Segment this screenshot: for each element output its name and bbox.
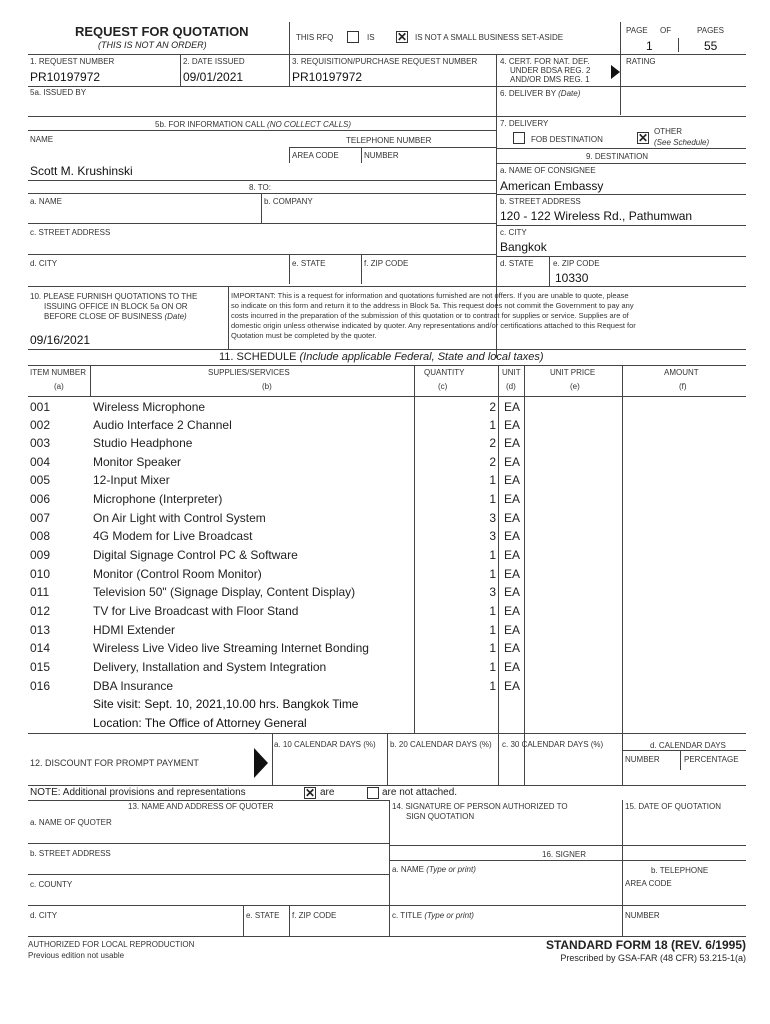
quoter-state-label: e. STATE (246, 911, 280, 920)
see-schedule-label: (See Schedule) (654, 138, 710, 147)
site-visit-note: Site visit: Sept. 10, 2021,10.00 hrs. Bangkok Time (93, 697, 359, 711)
form-title: REQUEST FOR QUOTATION (75, 24, 249, 39)
table-row[interactable]: 001 Wireless Microphone 2 EA (30, 400, 521, 414)
quotation-due-date[interactable]: 09/16/2021 (30, 333, 91, 347)
signer-title-label: c. TITLE (Type or print) (392, 911, 474, 920)
small-business-label: IS NOT A SMALL BUSINESS SET-ASIDE (415, 33, 564, 42)
calendar-days-label: d. CALENDAR DAYS (650, 741, 726, 750)
form-number: STANDARD FORM 18 (REV. 6/1995) (545, 938, 746, 952)
signer-telephone-label: b. TELEPHONE (651, 866, 709, 875)
signature-label-2: SIGN QUOTATION (406, 812, 475, 821)
dest-city-field[interactable]: Bangkok (500, 240, 547, 254)
destination-label: 9. DESTINATION (586, 152, 649, 161)
quotation-date-label: 15. DATE OF QUOTATION (625, 802, 722, 811)
requisition-number-field[interactable]: PR10197972 (292, 70, 363, 84)
table-row[interactable]: 003 Studio Headphone 2 EA (30, 436, 521, 450)
to-zip-label: f. ZIP CODE (364, 259, 409, 268)
signature-label-1: 14. SIGNATURE OF PERSON AUTHORIZED TO (392, 802, 568, 811)
discount-label: 12. DISCOUNT FOR PROMPT PAYMENT (30, 758, 199, 768)
table-row[interactable]: 016 DBA Insurance 1 EA (30, 679, 521, 693)
to-state-label: e. STATE (292, 259, 326, 268)
pages-label: PAGES (697, 26, 724, 35)
fob-destination-label: FOB DESTINATION (531, 135, 603, 144)
cert-label-2: UNDER BDSA REG. 2 (510, 66, 591, 75)
consignee-label: a. NAME OF CONSIGNEE (500, 166, 596, 175)
table-row[interactable]: 008 4G Modem for Live Broadcast 3 EA (30, 529, 521, 543)
quoter-city-label: d. CITY (30, 911, 58, 920)
is-label: IS (367, 33, 375, 42)
telephone-label: TELEPHONE NUMBER (346, 136, 432, 145)
provisions-are-label: are (320, 787, 335, 798)
table-row[interactable]: 004 Monitor Speaker 2 EA (30, 455, 521, 469)
info-call-label: 5b. FOR INFORMATION CALL (NO COLLECT CALLS) (155, 120, 352, 129)
discount-percentage-label: PERCENTAGE (684, 755, 739, 764)
furnish-label-2: ISSUING OFFICE IN BLOCK 5a ON OR (44, 302, 188, 311)
form-prescribed-by: Prescribed by GSA-FAR (48 CFR) 53.215-1(a) (560, 953, 746, 963)
signer-number-label: NUMBER (625, 911, 660, 920)
fob-destination-checkbox[interactable] (513, 132, 525, 144)
total-pages[interactable]: 55 (704, 39, 718, 53)
table-row[interactable]: 010 Monitor (Control Room Monitor) 1 EA (30, 567, 521, 581)
location-note: Location: The Office of Attorney General (93, 716, 307, 730)
other-label: OTHER (654, 127, 682, 136)
quoter-zip-label: f. ZIP CODE (292, 911, 337, 920)
signer-label: 16. SIGNER (542, 850, 587, 859)
consignee-field[interactable]: American Embassy (500, 179, 604, 193)
requisition-number-label: 3. REQUISITION/PURCHASE REQUEST NUMBER (292, 57, 478, 66)
to-name-label: a. NAME (30, 197, 63, 206)
area-code-label: AREA CODE (292, 151, 339, 160)
arrow-right-icon (254, 748, 268, 778)
to-city-label: d. CITY (30, 259, 58, 268)
request-number-field[interactable]: PR10197972 (30, 70, 101, 84)
dest-state-label: d. STATE (500, 259, 534, 268)
cert-label-3: AND/OR DMS REG. 1 (510, 75, 590, 84)
quoter-address-label: 13. NAME AND ADDRESS OF QUOTER (128, 802, 274, 811)
table-row[interactable]: 005 12-Input Mixer 1 EA (30, 473, 521, 487)
table-row[interactable]: 006 Microphone (Interpreter) 1 EA (30, 492, 521, 506)
is-not-checkbox[interactable]: ✕ (397, 30, 408, 44)
signer-name-label: a. NAME (Type or print) (392, 865, 476, 874)
request-number-label: 1. REQUEST NUMBER (30, 57, 115, 66)
dest-street-field[interactable]: 120 - 122 Wireless Rd., Pathumwan (500, 209, 693, 223)
dest-street-label: b. STREET ADDRESS (500, 197, 581, 206)
table-row[interactable]: 007 On Air Light with Control System 3 EA (30, 511, 521, 525)
page-number[interactable]: 1 (646, 39, 653, 53)
schedule-title: 11. SCHEDULE (Include applicable Federal, State and local taxes) (219, 351, 544, 363)
provisions-are-not-label: are not attached. (382, 787, 458, 798)
furnish-label-3: BEFORE CLOSE OF BUSINESS (Date) (44, 312, 187, 321)
table-row[interactable]: 013 HDMI Extender 1 EA (30, 623, 521, 637)
footer-reproduction: AUTHORIZED FOR LOCAL REPRODUCTION (28, 940, 195, 949)
quoter-street-label: b. STREET ADDRESS (30, 849, 111, 858)
discount-20-label: b. 20 CALENDAR DAYS (%) (390, 740, 492, 749)
discount-number-label: NUMBER (625, 755, 660, 764)
table-row[interactable]: 015 Delivery, Installation and System Integration 1 EA (30, 660, 521, 674)
deliver-by-label: 6. DELIVER BY (Date) (500, 89, 581, 98)
other-checkbox[interactable]: ✕ (638, 131, 649, 145)
number-label: NUMBER (364, 151, 399, 160)
quoter-name-label: a. NAME OF QUOTER (30, 818, 112, 827)
of-label: OF (660, 26, 672, 35)
quoter-county-label: c. COUNTY (30, 880, 73, 889)
issued-by-label: 5a. ISSUED BY (30, 88, 87, 97)
cert-label-1: 4. CERT. FOR NAT. DEF. (500, 57, 590, 66)
discount-10-label: a. 10 CALENDAR DAYS (%) (274, 740, 376, 749)
table-row[interactable]: 014 Wireless Live Video live Streaming Internet Bonding 1 EA (30, 641, 521, 655)
page-label: PAGE (626, 26, 648, 35)
name-label: NAME (30, 135, 54, 144)
signer-area-code-label: AREA CODE (625, 879, 672, 888)
dest-city-label: c. CITY (500, 228, 527, 237)
this-rfq-label: THIS RFQ (296, 33, 334, 42)
to-street-label: c. STREET ADDRESS (30, 228, 111, 237)
date-issued-label: 2. DATE ISSUED (183, 57, 245, 66)
furnish-label-1: 10. PLEASE FURNISH QUOTATIONS TO THE (30, 292, 198, 301)
form-subtitle: (THIS IS NOT AN ORDER) (98, 40, 207, 50)
dest-zip-label: e. ZIP CODE (553, 259, 600, 268)
delivery-label: 7. DELIVERY (500, 119, 549, 128)
provisions-are-not-checkbox[interactable] (367, 787, 379, 799)
table-row[interactable]: 011 Television 50" (Signage Display, Content Display) 3 EA (30, 585, 521, 599)
table-row[interactable]: 012 TV for Live Broadcast with Floor Stand 1 EA (30, 604, 521, 618)
dest-zip-field[interactable]: 10330 (555, 271, 589, 285)
table-row[interactable]: 002 Audio Interface 2 Channel 1 EA (30, 418, 521, 432)
to-label: 8. TO: (249, 183, 271, 192)
table-row[interactable]: 009 Digital Signage Control PC & Software 1 EA (30, 548, 521, 562)
footer-previous-edition: Previous edition not usable (28, 951, 125, 960)
note-text: NOTE: Additional provisions and representations (30, 787, 246, 798)
contact-name-field[interactable]: Scott M. Krushinski (30, 164, 133, 178)
provisions-are-checkbox[interactable]: ✕ (305, 786, 316, 800)
to-company-label: b. COMPANY (264, 197, 313, 206)
rating-label: RATING (626, 57, 656, 66)
is-checkbox[interactable] (347, 31, 359, 43)
arrow-right-icon (611, 65, 620, 79)
discount-30-label: c. 30 CALENDAR DAYS (%) (502, 740, 604, 749)
date-issued-field[interactable]: 09/01/2021 (183, 70, 244, 84)
